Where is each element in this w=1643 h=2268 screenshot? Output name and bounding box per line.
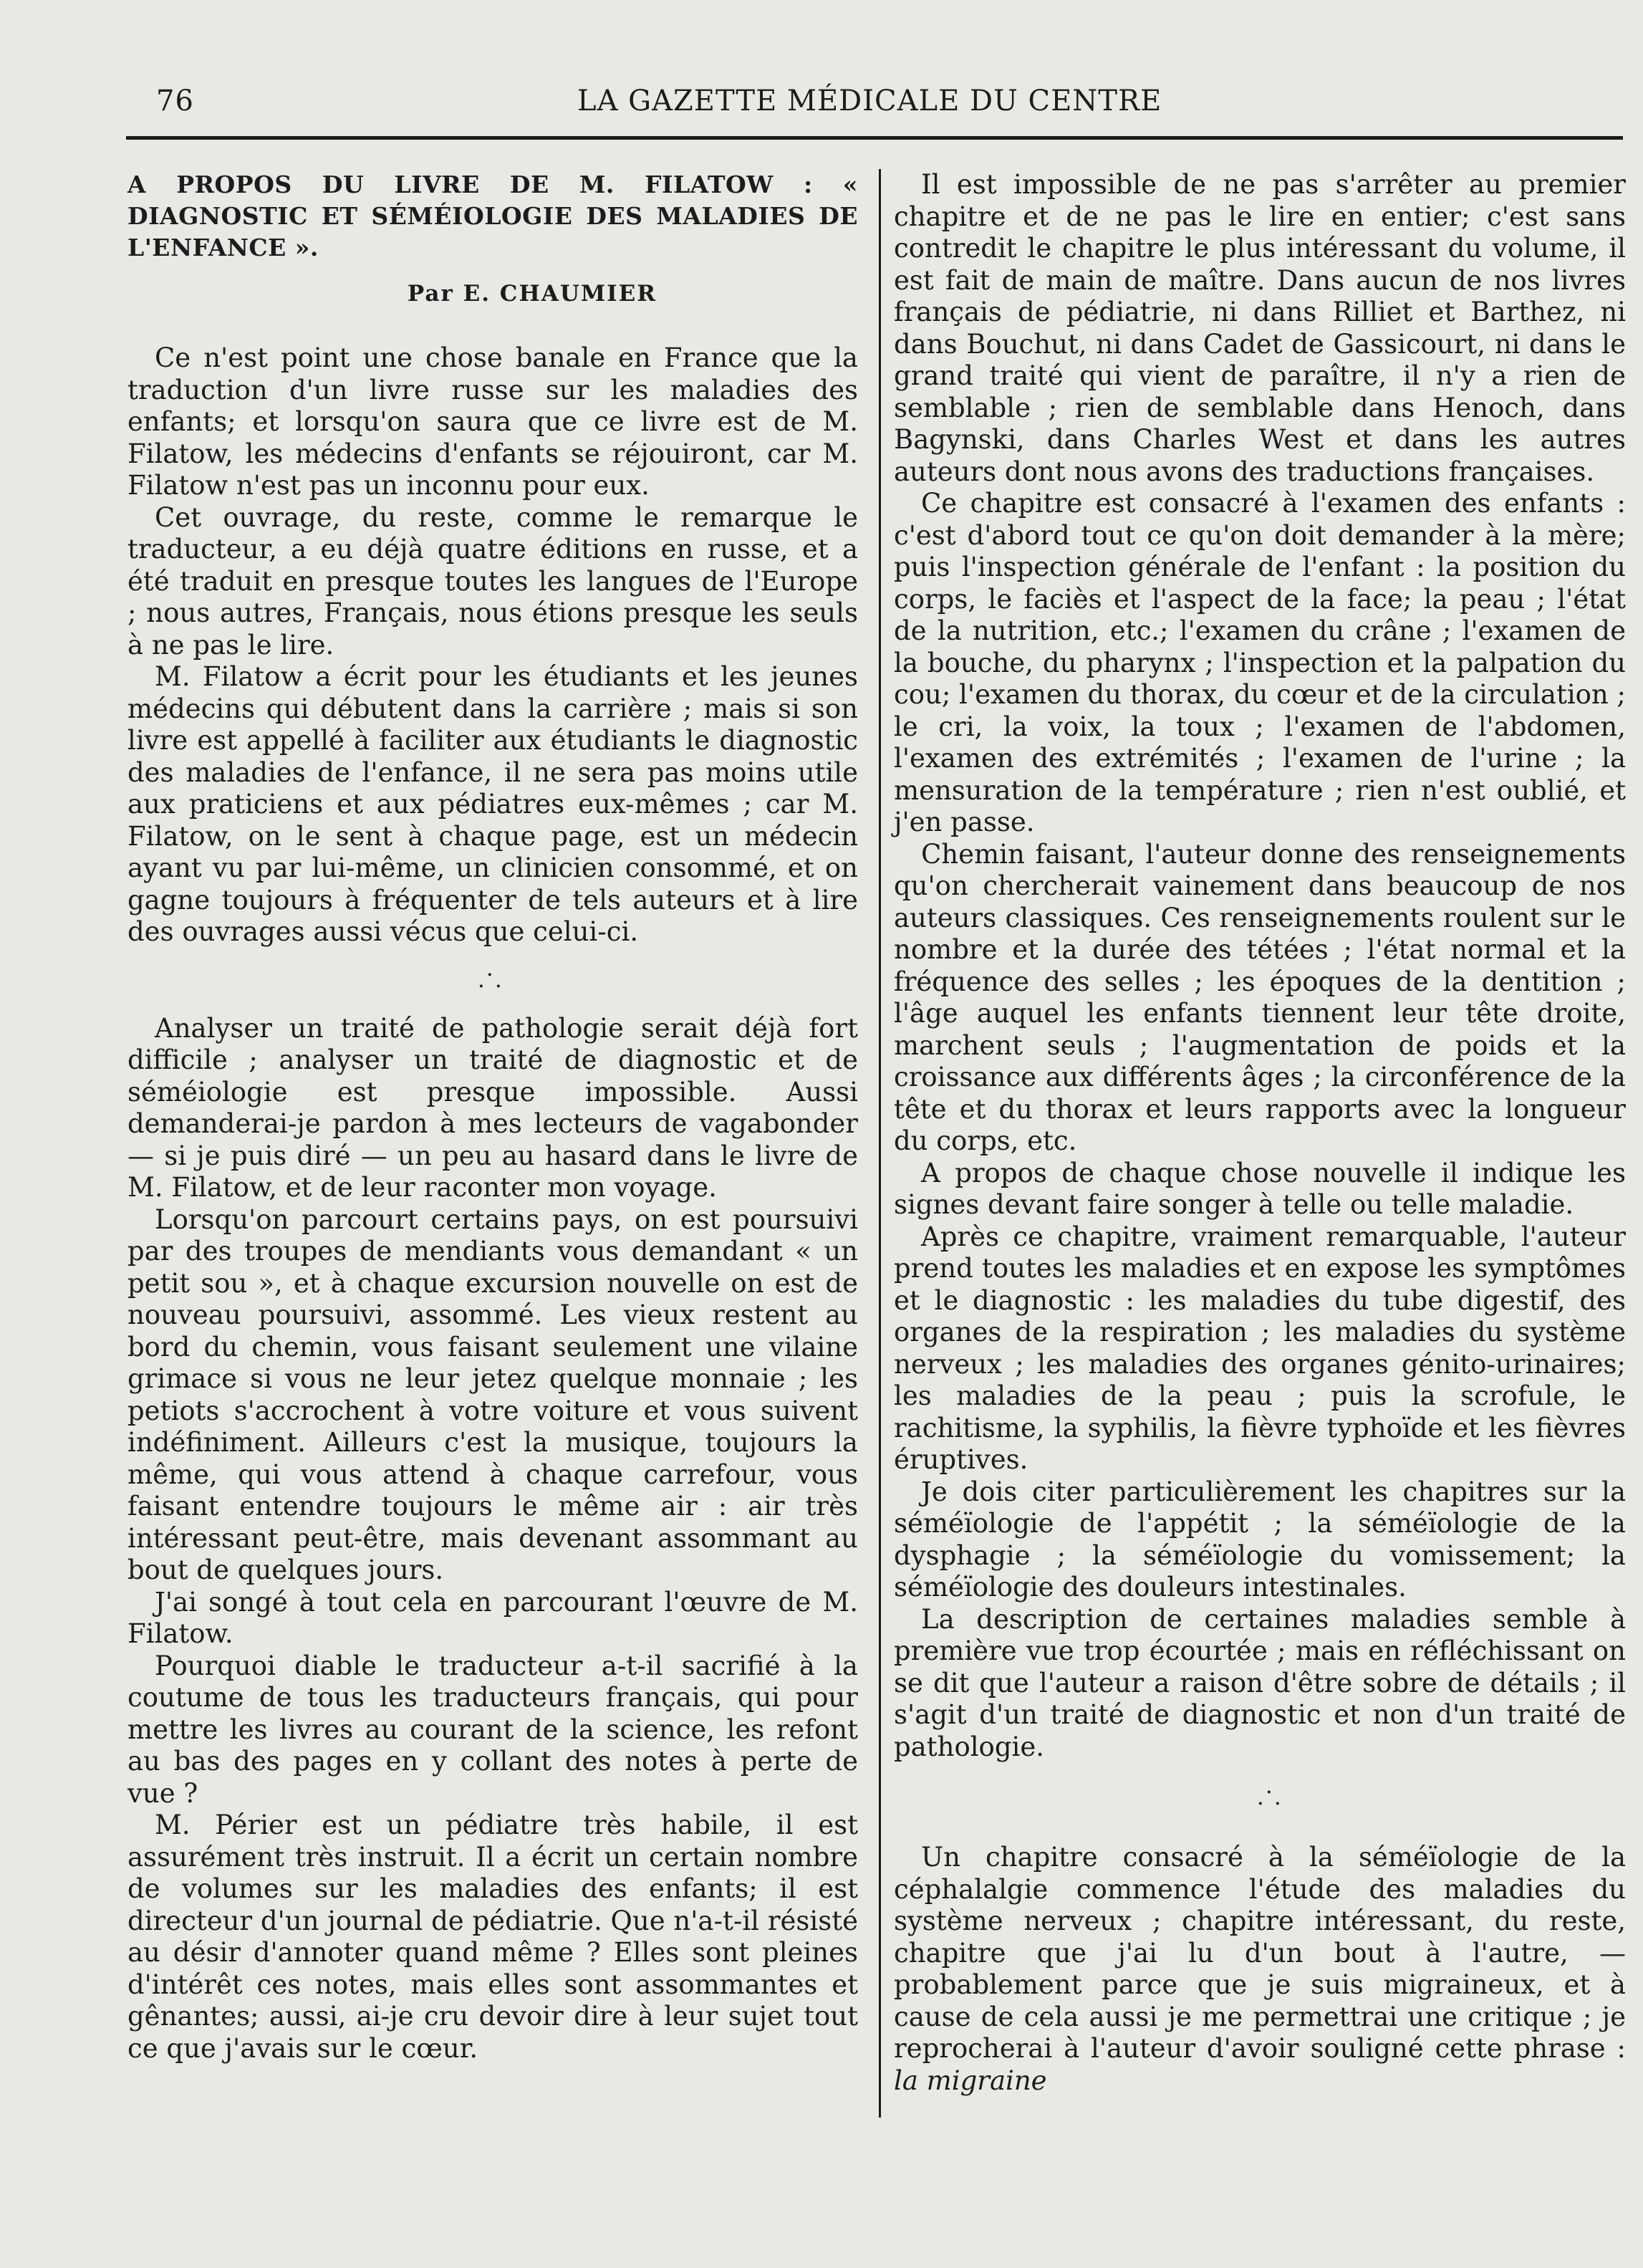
paragraph: Cet ouvrage, du reste, comme le remarque le traducteur, a eu déjà quatre éditions en russe, et a été traduit en presque toutes les langues de l'Europe ; nous autres, Français, nous étions presque les seuls à ne pas le lire. <box>127 501 858 660</box>
section-separator: · · · <box>1258 1783 1281 1813</box>
paragraph: M. Périer est un pédiatre très habile, il est assurément très instruit. Il a écrit un certain nombre de volumes sur les maladies des enfants; il est directeur d'un journal de pédiatrie. Que n'a-t-il résisté au désir d'annoter quand même ? Elles sont pleines d'intérêt ces notes, mais elles sont assommantes et gênantes; aussi, ai-je cru devoir dire à leur sujet tout ce que j'avais sur le cœur. <box>127 1810 858 2064</box>
paragraph: Après ce chapitre, vraiment remarquable, l'auteur prend toutes les maladies et en expose les symptômes et le diagnostic : les maladies du tube digestif, des organes de la respiration ; les maladies du système nerveux ; les maladies des organes génito-urinaires; les maladies de la peau ; puis la scrofule, le rachitisme, la syphilis, la fièvre typhoïde et les fièvres éruptives. <box>894 1221 1626 1475</box>
paragraph <box>894 1842 1626 2097</box>
left-column <box>127 169 858 2065</box>
page-number: 76 <box>156 85 194 117</box>
paragraph: Analyser un traité de pathologie serait déjà fort difficile ; analyser un traité de diagnostic et de séméiologie est presque impossible. Aussi demanderai-je pardon à mes lecteurs de vagabonder — si je puis diré — un peu au hasard dans le livre de M. Filatow, et de leur raconter mon voyage. <box>127 1012 858 1203</box>
paragraph: Chemin faisant, l'auteur donne des renseignements qu'on chercherait vainement dans beaucoup de nos auteurs classiques. Ces renseignements roulent sur le nombre et la durée des tétées ; l'état normal et la fréquence des selles ; les époques de la dentition ; l'âge auquel les enfants tiennent leur tête droite, marchent seuls ; l'augmentation de poids et la croissance aux différents âges ; la circonférence de la tête et du thorax et leurs rapports avec la longueur du corps, etc. <box>894 838 1626 1156</box>
paragraph: Je dois citer particulièrement les chapitres sur la séméïologie de l'appétit ; la séméïologie de la dysphagie ; la séméïologie du vomissement; la séméïologie des douleurs intestinales. <box>894 1476 1626 1603</box>
paragraph: Il est impossible de ne pas s'arrêter au premier chapitre et de ne pas le lire en entier; c'est sans contredit le chapitre le plus intéressant du volume, il est fait de main de maître. Dans aucun de nos livres français de pédiatrie, ni dans Rilliet et Barthez, ni dans Bouchut, ni dans Cadet de Gassicourt, ni dans le grand traité qui vient de paraître, il n'y a rien de semblable ; rien de semblable dans Henoch, dans Bagynski, dans Charles West et dans les autres auteurs dont nous avons des traductions françaises. <box>894 169 1626 487</box>
paragraph: Lorsqu'on parcourt certains pays, on est poursuivi par des troupes de mendiants vous demandant « un petit sou », et à chaque excursion nouvelle on est de nouveau poursuivi, assommé. Les vieux restent au bord du chemin, vous faisant seulement une vilaine grimace si vous ne leur jetez quelque monnaie ; les petiots s'accrochent à votre voiture et vous suivent indéfiniment. Ailleurs c'est la musique, toujours la même, qui vous attend à chaque carrefour, vous faisant entendre toujours le même air : air très intéressant peut-être, mais devenant assommant au bout de quelques jours. <box>127 1203 858 1585</box>
right-column <box>894 169 1626 2097</box>
paragraph: M. Filatow a écrit pour les étudiants et les jeunes médecins qui débutent dans la carrière ; mais si son livre est appellé à faciliter aux étudiants le diagnostic des maladies de l'enfance, il ne sera pas moins utile aux praticiens et aux pédiatres eux-mêmes ; car M. Filatow, on le sent à chaque page, est un médecin ayant vu par lui-même, un clinicien consommé, et on gagne toujours à fréquenter de tels auteurs et à lire des ouvrages aussi vécus que celui-ci. <box>127 661 858 947</box>
column-divider <box>879 169 881 2118</box>
running-title: LA GAZETTE MÉDICALE DU CENTRE <box>577 85 1162 117</box>
paragraph: Ce chapitre est consacré à l'examen des enfants : c'est d'abord tout ce qu'on doit demander à la mère; puis l'inspection générale de l'enfant : la position du corps, le faciès et l'aspect de la face; la peau ; l'état de la nutrition, etc.; l'examen du crâne ; l'examen de la bouche, du pharynx ; l'inspection et la palpation du cou; l'examen du thorax, du cœur et de la circulation ; le cri, la voix, la toux ; l'examen de l'abdomen, l'examen des extrémités ; l'examen de l'urine ; la mensuration de la température ; rien n'est oublié, et j'en passe. <box>894 488 1626 837</box>
article-title: A PROPOS DU LIVRE DE M. FILATOW : « DIAGNOSTIC ET SÉMÉIOLOGIE DES MALADIES DE L'ENFANCE ». <box>127 170 858 261</box>
paragraph: Ce n'est point une chose banale en France que la traduction d'un livre russe sur les maladies des enfants; et lorsqu'on saura que ce livre est de M. Filatow, les médecins d'enfants se réjouiront, car M. Filatow n'est pas un inconnu pour eux. <box>127 342 858 501</box>
page-header <box>0 85 1643 128</box>
italic-phrase: la migraine <box>894 2065 1047 2096</box>
paragraph: A propos de chaque chose nouvelle il indique les signes devant faire songer à telle ou telle maladie. <box>894 1157 1626 1220</box>
header-rule <box>126 136 1623 140</box>
paragraph-text: Un chapitre consacré à la séméïologie de la céphalalgie commence l'étude des maladies du système nerveux ; chapitre intéressant, du reste, chapitre que j'ai lu d'un bout à l'autre, — probablement parce que je suis migraineux, et à cause de cela aussi je me permettrai une critique ; je reprocherai à l'auteur d'avoir souligné cette phrase : <box>894 1842 1626 2064</box>
section-separator: · · · <box>478 965 501 996</box>
paragraph: La description de certaines maladies semble à première vue trop écourtée ; mais en réfléchissant on se dit que l'auteur a raison d'être sobre de détails ; il s'agit d'un traité de diagnostic et non d'un traité de pathologie. <box>894 1603 1626 1762</box>
paragraph: J'ai songé à tout cela en parcourant l'œuvre de M. Filatow. <box>127 1586 858 1649</box>
paragraph: Pourquoi diable le traducteur a-t-il sacrifié à la coutume de tous les traducteurs français, qui pour mettre les livres au courant de la science, les refont au bas des pages en y collant des notes à perte de vue ? <box>127 1650 858 1809</box>
byline: Par E. CHAUMIER <box>407 281 657 307</box>
